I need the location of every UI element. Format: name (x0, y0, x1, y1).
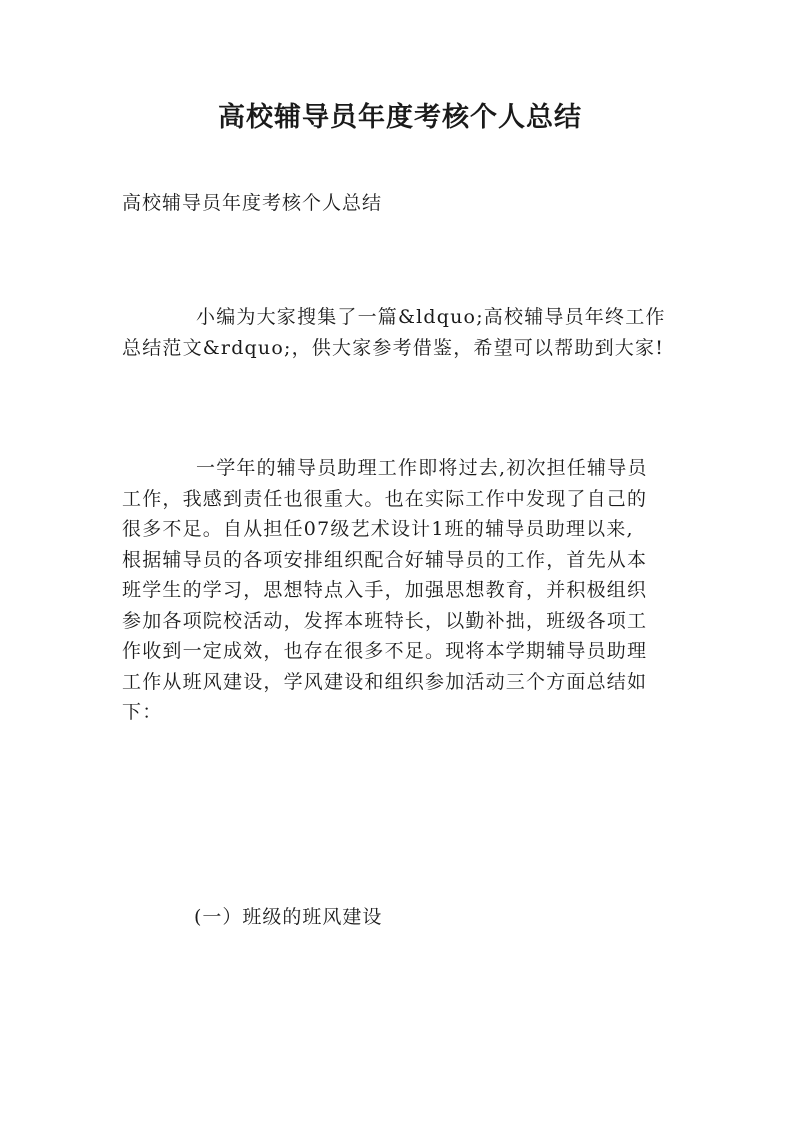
document-title: 高校辅导员年度考核个人总结 (218, 102, 582, 133)
intro-line: 总结范文&rdquo;，供大家参考借鉴，希望可以帮助到大家! (122, 336, 665, 359)
intro-paragraph (122, 302, 682, 363)
body-line: 根据辅导员的各项安排组织配合好辅导员的工作，首先从本 (122, 548, 648, 571)
intro-line: 小编为大家搜集了一篇&ldquo;高校辅导员年终工作 (196, 306, 666, 328)
body-line: 参加各项院校活动，发挥本班特长，以勤补拙，班级各项工 (122, 609, 648, 632)
body-line: 工作，我感到责任也很重大。也在实际工作中发现了自己的 (122, 487, 648, 510)
body-paragraph (122, 453, 682, 728)
body-line: 工作从班风建设，学风建设和组织参加活动三个方面总结如 (122, 670, 648, 693)
body-line: 作收到一定成效，也存在很多不足。现将本学期辅导员助理 (122, 640, 648, 662)
body-line: 下： (122, 701, 163, 723)
body-line: 一学年的辅导员助理工作即将过去,初次担任辅导员 (196, 457, 648, 479)
body-line: 很多不足。自从担任07级艺术设计1班的辅导员助理以来, (122, 518, 634, 540)
section-heading: (一）班级的班风建设 (194, 906, 383, 928)
body-line: 班学生的学习，思想特点入手，加强思想教育，并积极组织 (122, 579, 648, 601)
document-subtitle: 高校辅导员年度考核个人总结 (122, 192, 383, 214)
